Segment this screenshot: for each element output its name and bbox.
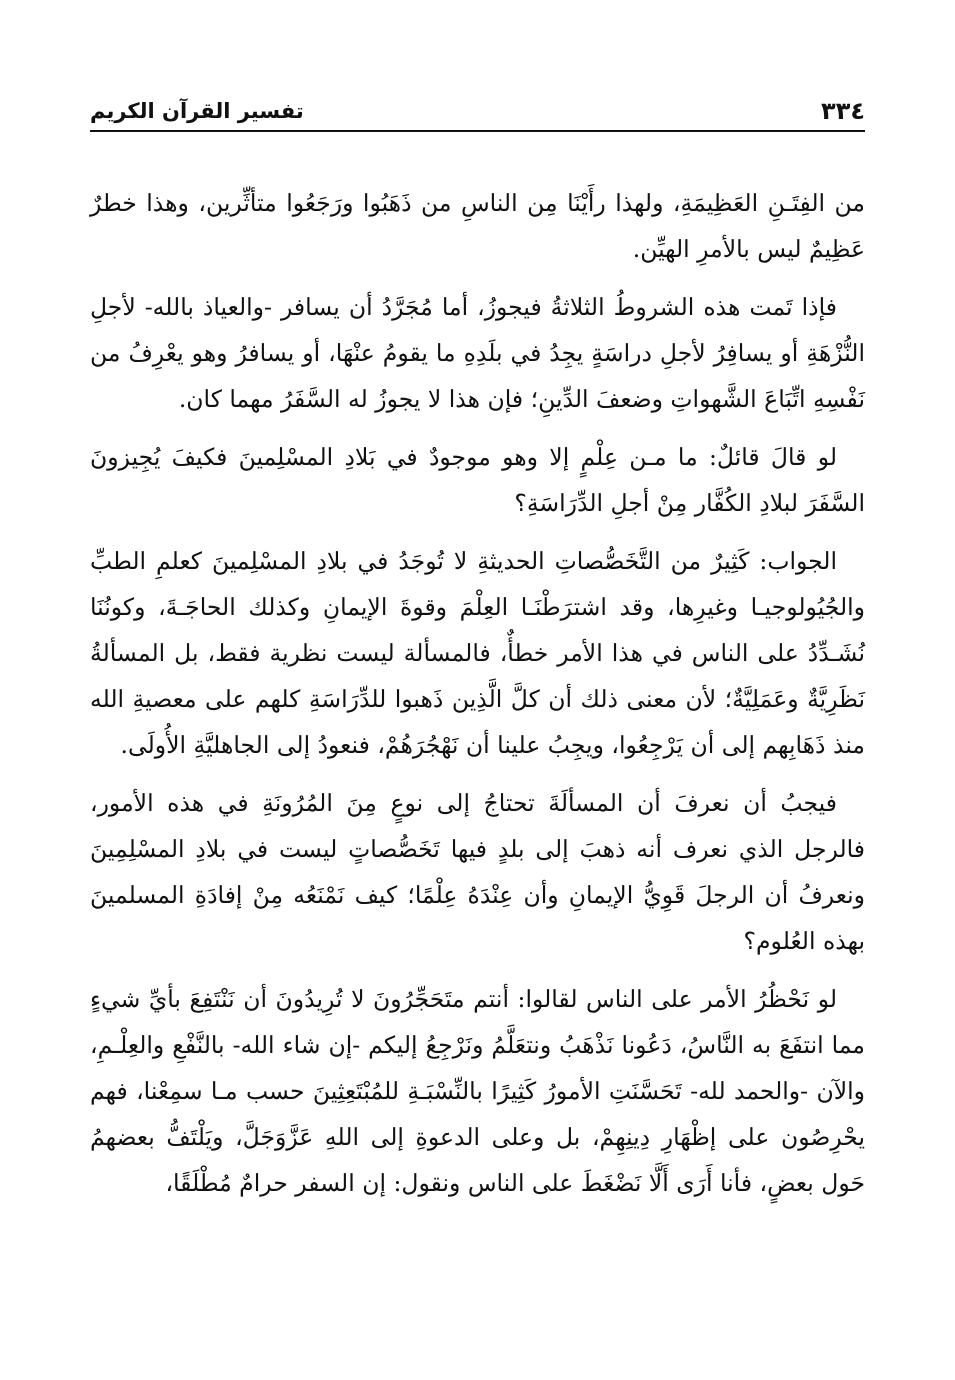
paragraph: فإذا تَمت هذه الشروطُ الثلاثةُ فيجوزُ، أما مُجَرَّدُ أن يسافر -والعياذ بالله- لأجلِ النُّزْهَةِ أو يسافِرُ لأجلِ دراسَةٍ يجِدُ في بلَدِهِ ما يقومُ عنْهَا، أو يسافرُ وهو يعْرِفُ من نَفْسِهِ اتِّبَاعَ الشَّهواتِ وضعفَ الدِّينِ؛ فإن هذا لا يجوزُ له السَّفَرُ مهما كان.: [90, 293, 865, 413]
header-rule: [90, 130, 865, 132]
paragraph: لو نَحْظُرُ الأمر على الناس لقالوا: أنتم متَحَجِّرُونَ لا تُرِيدُونَ أن نَنْتَفِعَ بأيِّ شيءٍ مما انتفَعَ به النَّاسُ، دَعُونا نَذْهَبُ ونتعَلَّمُ ونَرْجِعُ إليكم -إن شاء الله- بالنَّفْعِ والعِلْـمِ، والآن -والحمد لله- تَحَسَّنَتِ الأمورُ كَثِيرًا بالنِّسْبَـةِ للمُبْتَعِثِينَ حسب مـا سمِعْنا، فهم يحْرِصُون على إظْهَارِ دِينِهِمْ، بل وعلى الدعوةِ إلى اللهِ عَزَّوَجَلَّ، ويَلْتَفُّ بعضهمُ حَول بعضٍ، فأنا أَرَى أَلَّا نَضْغَطَ على الناس ونقول: إن السفر حرامٌ مُطْلَقًا،: [90, 985, 865, 1197]
page-number: ٣٣٤: [821, 97, 865, 125]
paragraph: الجواب: كَثِيرٌ من التَّخَصُّصاتِ الحديثةِ لا تُوجَدُ في بلادِ المسْلِمينَ كعلمِ الطبِّ والجُيُولوجيـا وغيرِها، وقد اشترَطْنَـا العِلْمَ وقوةَ الإيمانِ وكذلك الحاجَـةَ، وكونُنَا نُشَـدِّدُ على الناس في هذا الأمر خطأٌ، فالمسألة ليست نظرية فقط، بل المسألةُ نَظَرِيَّةٌ وعَمَلِيَّةٌ؛ لأن معنى ذلك أن كلَّ الَّذِين ذَهبوا للدِّرَاسَةِ كلهم على معصيةِ الله منذ ذَهَابِهم إلى أن يَرْجِعُوا، ويجِبُ علينا أن نَهْجُرَهُمْ، فنعودُ إلى الجاهليَّةِ الأُولَى.: [90, 547, 865, 759]
body-text: [90, 180, 865, 1218]
paragraph: فيجبُ أن نعرفَ أن المسألَةَ تحتاجُ إلى نوعٍ مِنَ المُرُونَةِ في هذه الأمور، فالرجل الذي نعرف أنه ذهبَ إلى بلدٍ فيها تَخَصُّصاتٍ ليست في بلادِ المسْلِمِينَ ونعرفُ أن الرجلَ قَوِيُّ الإيمانِ وأن عِنْدَهُ عِلْمًا؛ كيف نَمْنَعُه مِنْ إفادَةِ المسلمينَ بهذه العُلوم؟: [90, 789, 865, 955]
page-header: [90, 96, 865, 132]
book-title: تفسير القرآن الكريم: [90, 99, 304, 123]
paragraph: من الفِتَـنِ العَظِيمَةِ، ولهذا رأَيْنَا مِن الناسِ من ذَهَبُوا ورَجَعُوا متأثِّرين، وهذا خطرٌ عَظِيمٌ ليس بالأمرِ الهيِّن.: [90, 189, 865, 263]
paragraph: لو قالَ قائلٌ: ما مـن عِلْمٍ إلا وهو موجودٌ في بَلادِ المسْلِمينَ فكيفَ يُجِيزونَ السَّفَرَ لبلادِ الكُفَّار مِنْ أجلِ الدِّرَاسَةِ؟: [90, 443, 865, 517]
